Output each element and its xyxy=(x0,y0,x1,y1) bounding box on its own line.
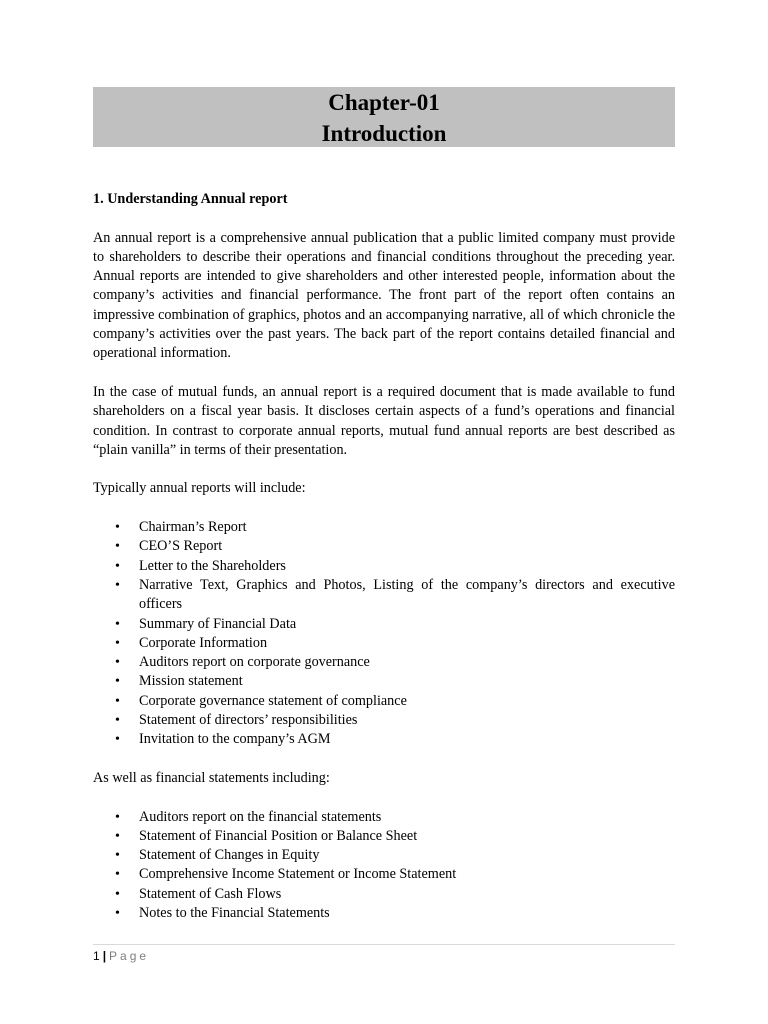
list-item: • Statement of directors’ responsibilities xyxy=(93,711,675,730)
list-item: • Letter to the Shareholders xyxy=(93,557,675,576)
list-item: • Statement of Financial Position or Balance Sheet xyxy=(93,827,675,846)
bullet-icon: • xyxy=(115,732,120,748)
chapter-header xyxy=(93,87,675,147)
bullet-icon: • xyxy=(115,886,120,902)
list-item: • Comprehensive Income Statement or Income Statement xyxy=(93,865,675,884)
bullet-icon: • xyxy=(115,713,120,729)
bullet-icon: • xyxy=(115,828,120,844)
bullet-icon: • xyxy=(115,848,120,864)
chapter-title: Introduction xyxy=(321,121,447,146)
page-label: Page xyxy=(109,949,150,963)
list-item: • Mission statement xyxy=(93,672,675,691)
list-item: • Statement of Cash Flows xyxy=(93,885,675,904)
bullet-icon: • xyxy=(115,693,120,709)
list-item: • Auditors report on corporate governance xyxy=(93,653,675,672)
document-body xyxy=(93,190,675,923)
list-item: • Statement of Changes in Equity xyxy=(93,846,675,865)
page-footer xyxy=(93,947,149,965)
bullet-icon: • xyxy=(115,809,120,825)
page-number: 1 xyxy=(93,949,100,963)
list-item: • Corporate Information xyxy=(93,634,675,653)
list-item: • Summary of Financial Data xyxy=(93,615,675,634)
footer-divider xyxy=(93,944,675,945)
paragraph-financial-intro: As well as financial statements including: xyxy=(93,769,330,786)
list-item: • Narrative Text, Graphics and Photos, Listing of the company’s directors and executive officers xyxy=(115,576,675,613)
paragraph-include-intro: Typically annual reports will include: xyxy=(93,480,306,497)
section-heading: 1. Understanding Annual report xyxy=(93,191,288,207)
list-item: • Chairman’s Report xyxy=(93,518,675,537)
bullet-icon: • xyxy=(115,867,120,883)
list-item: • CEO’S Report xyxy=(93,537,675,556)
bullet-icon: • xyxy=(115,558,120,574)
chapter-number: Chapter-01 xyxy=(328,90,440,115)
bullet-icon: • xyxy=(115,539,120,555)
bullet-icon: • xyxy=(115,674,120,690)
footer-separator: | xyxy=(102,949,107,963)
bullet-icon: • xyxy=(115,655,120,671)
list-item: • Corporate governance statement of compliance xyxy=(93,692,675,711)
include-list xyxy=(93,518,675,750)
bullet-icon: • xyxy=(115,905,120,921)
bullet-icon: • xyxy=(115,577,120,593)
paragraph-annual-report-definition: An annual report is a comprehensive annual publication that a public limited company must provide to shareholders to describe their operations and financial conditions throughout the preceding year. Annual reports are intended to give shareholders and other interested people, information about the company’s activities and financial performance. The front part of the report often contains an impressive combination of graphics, photos and an accompanying narrative, all of which chronicle the company’s activities over the past years. The back part of the report contains detailed financial and operational information. xyxy=(93,229,675,362)
list-item: • Notes to the Financial Statements xyxy=(93,904,675,923)
list-item: • Auditors report on the financial statements xyxy=(93,808,675,827)
bullet-icon: • xyxy=(115,635,120,651)
financial-statements-list xyxy=(93,808,675,924)
list-item: • Invitation to the company’s AGM xyxy=(93,730,675,749)
paragraph-mutual-funds: In the case of mutual funds, an annual report is a required document that is made available to fund shareholders on a fiscal year basis. It discloses certain aspects of a fund’s operations and financial condition. In contrast to corporate annual reports, mutual fund annual reports are best described as “plain vanilla” in terms of their presentation. xyxy=(93,383,675,458)
bullet-icon: • xyxy=(115,520,120,536)
bullet-icon: • xyxy=(115,616,120,632)
